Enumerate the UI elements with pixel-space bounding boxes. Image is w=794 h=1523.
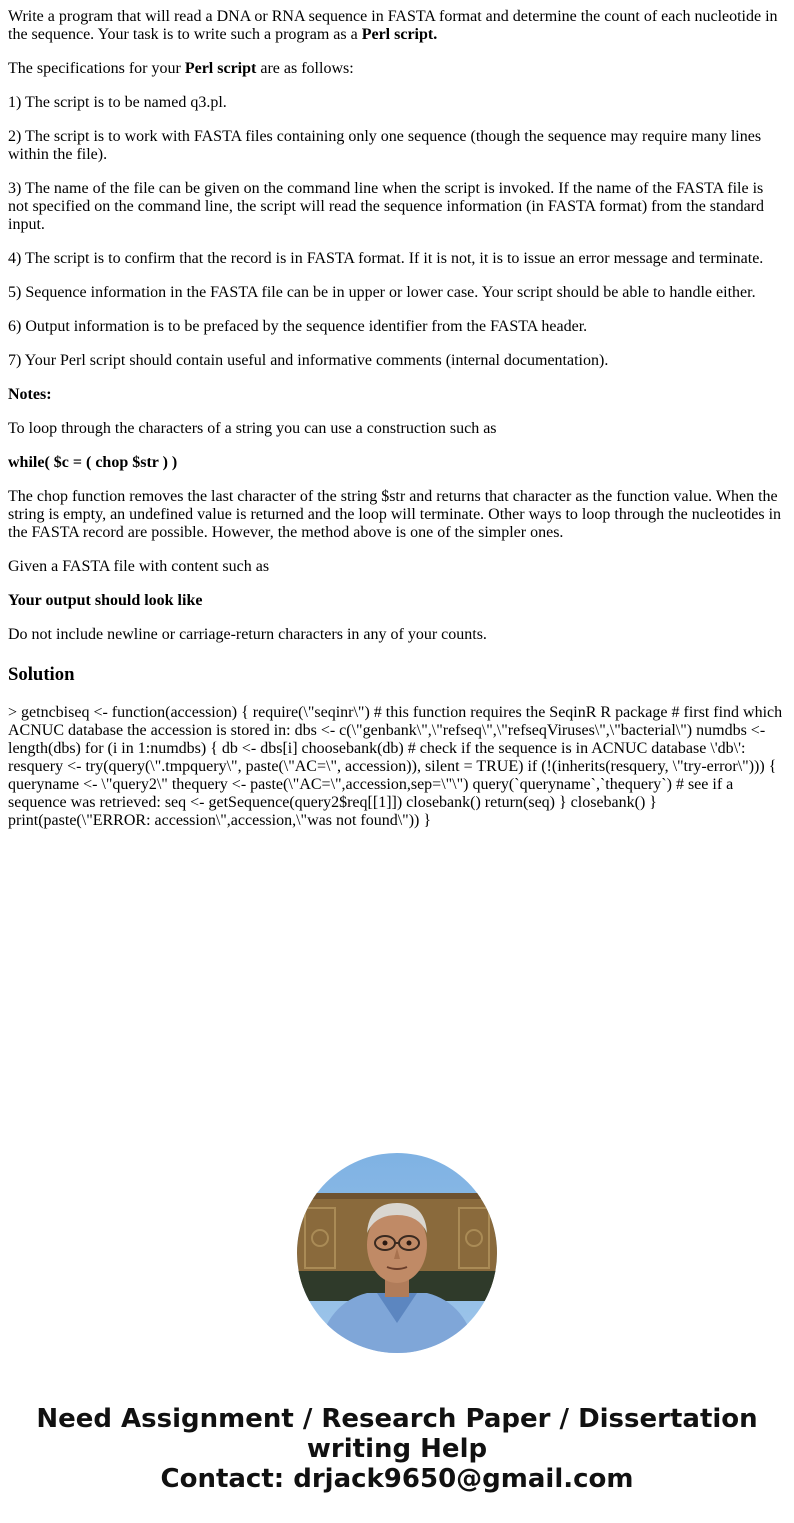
spec-item-1: 1) The script is to be named q3.pl. — [8, 94, 227, 111]
loop-code — [8, 454, 786, 472]
spec-item-4: 4) The script is to confirm that the record is in FASTA format. If it is not, it is to issue an error message and terminate. — [8, 250, 764, 267]
avatar — [297, 1153, 497, 1353]
output-label-text: Your output should look like — [8, 592, 203, 609]
solution-heading: Solution — [8, 664, 75, 685]
notes-label — [8, 386, 786, 404]
footer-contact: Contact: drjack9650@gmail.com — [160, 1464, 634, 1494]
chop-text: The chop function removes the last character of the string $str and returns that character as the function value. When the string is empty, an undefined value is returned and the loop will terminate. Other ways to loop through the nucleotides in the FASTA record are possible. However, the method above is one of the simpler ones. — [8, 488, 782, 541]
footer-line-2: writing Help — [306, 1434, 488, 1464]
spec-pre: The specifications for your — [8, 60, 185, 77]
given-text: Given a FASTA file with content such as — [8, 558, 270, 575]
avatar-portrait — [297, 1153, 497, 1353]
loop-text: To loop through the characters of a string you can use a construction such as — [8, 420, 497, 437]
intro-bold: Perl script. — [361, 26, 438, 43]
article-body — [8, 0, 786, 846]
spec-item-7: 7) Your Perl script should contain useful and informative comments (internal documentation). — [8, 352, 609, 369]
footer-line-1: Need Assignment / Research Paper / Dissertation — [36, 1404, 758, 1434]
spec-post: are as follows: — [256, 60, 354, 77]
spec-item-3: 3) The name of the file can be given on the command line when the script is invoked. If the name of the FASTA file is not specified on the command line, the script will read the sequence information (in FASTA format) from the standard input. — [8, 180, 764, 233]
spec-item-5: 5) Sequence information in the FASTA file can be in upper or lower case. Your script should be able to handle either. — [8, 284, 756, 301]
intro-paragraph — [8, 8, 786, 44]
intro-text: Write a program that will read a DNA or RNA sequence in FASTA format and determine the count of each nucleotide in the sequence. Your task is to write such a program as a — [8, 8, 778, 43]
footer-banner — [0, 1404, 794, 1494]
loop-code-text: while( $c = ( chop $str ) ) — [8, 454, 178, 471]
spec-item-6: 6) Output information is to be prefaced by the sequence identifier from the FASTA header. — [8, 318, 588, 335]
output-label — [8, 592, 786, 610]
spec-paragraph — [8, 60, 786, 78]
newline-text: Do not include newline or carriage-return characters in any of your counts. — [8, 626, 487, 643]
solution-code: > getncbiseq <- function(accession) { require(\"seqinr\") # this function requires the SeqinR R package # first find which ACNUC database the accession is stored in: dbs <- c(\"genbank\",\"refseq\",\"refseqViruses\",\"bacterial\") numdbs <- length(dbs) for (i in 1:numdbs) { db <- dbs[i] choosebank(db) # check if the sequence is in ACNUC database \'db\': resquery <- try(query(\".tmpquery\", paste(\"AC=\", accession)), silent = TRUE) if (!(inherits(resquery, \"try-error\"))) { queryname <- \"query2\" thequery <- paste(\"AC=\",accession,sep=\"\") query(`queryname`,`thequery`) # see if a sequence was retrieved: seq <- getSequence(query2$req[[1]]) closebank() return(seq) } closebank() } print(paste(\"ERROR: accession\",accession,\"was not found\")) } — [8, 704, 783, 829]
spec-bold: Perl script — [184, 60, 257, 77]
spec-item-2: 2) The script is to work with FASTA files containing only one sequence (though the sequence may require many lines within the file). — [8, 128, 762, 163]
notes-label-text: Notes: — [8, 386, 52, 403]
